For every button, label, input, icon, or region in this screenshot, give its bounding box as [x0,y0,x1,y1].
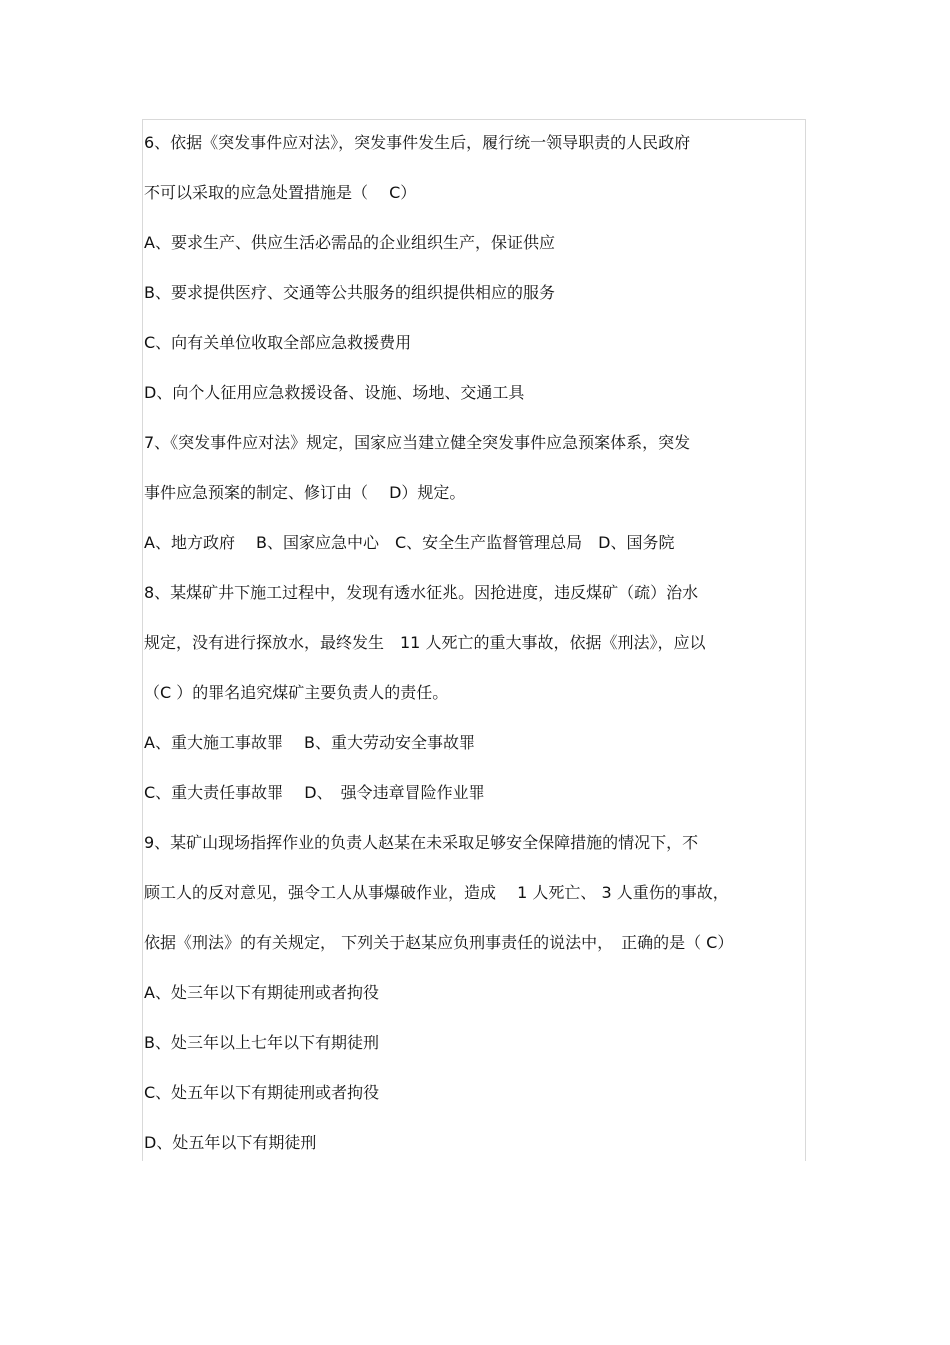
question-9-option-b: B、处三年以上七年以下有期徒刑 [144,1033,379,1052]
question-9-line-3: 依据《刑法》的有关规定， 下列关于赵某应负刑事责任的说法中， 正确的是（ C） [144,933,734,952]
question-9-line-2: 顾工人的反对意见，强令工人从事爆破作业，造成 1 人死亡、 3 人重伤的事故， [144,883,729,902]
question-6-line-2: 不可以采取的应急处置措施是（ C） [144,183,417,202]
question-6-option-a: A、要求生产、供应生活必需品的企业组织生产，保证供应 [144,233,555,252]
question-6-option-d: D、向个人征用应急救援设备、设施、场地、交通工具 [144,383,525,402]
question-8-line-1: 8、某煤矿井下施工过程中，发现有透水征兆。因抢进度，违反煤矿（疏）治水 [144,583,699,602]
question-9-option-d: D、处五年以下有期徒刑 [144,1133,317,1152]
question-7-line-1: 7、《突发事件应对法》规定，国家应当建立健全突发事件应急预案体系，突发 [144,433,691,452]
question-8-options-ab: A、重大施工事故罪 B、重大劳动安全事故罪 [144,733,476,752]
question-6-option-b: B、要求提供医疗、交通等公共服务的组织提供相应的服务 [144,283,555,302]
question-6-option-c: C、向有关单位收取全部应急救援费用 [144,333,412,352]
question-7-line-2: 事件应急预案的制定、修订由（ D）规定。 [144,483,466,502]
document-body [144,124,812,1174]
question-6-line-1: 6、依据《突发事件应对法》，突发事件发生后，履行统一领导职责的人民政府 [144,133,691,152]
question-9-option-a: A、处三年以下有期徒刑或者拘役 [144,983,379,1002]
question-8-line-2: 规定，没有进行探放水，最终发生 11 人死亡的重大事故，依据《刑法》，应以 [144,633,706,652]
question-9-option-c: C、处五年以下有期徒刑或者拘役 [144,1083,380,1102]
question-8-line-3: （C ）的罪名追究煤矿主要负责人的责任。 [144,683,449,702]
question-7-options: A、地方政府 B、国家应急中心 C、安全生产监督管理总局 D、国务院 [144,533,675,552]
question-8-options-cd: C、重大责任事故罪 D、 强令违章冒险作业罪 [144,783,485,802]
question-9-line-1: 9、某矿山现场指挥作业的负责人赵某在未采取足够安全保障措施的情况下，不 [144,833,699,852]
